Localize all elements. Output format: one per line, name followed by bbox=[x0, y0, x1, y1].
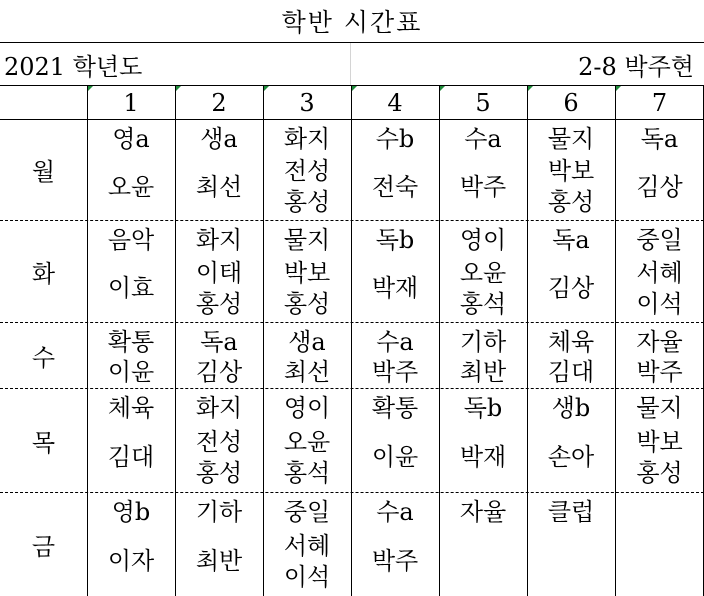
subject-cell: 화지 bbox=[283, 125, 331, 153]
subject-cell: 중일 bbox=[636, 226, 683, 254]
subject-cell: 기하 bbox=[459, 328, 507, 356]
teacher-name: 박재 bbox=[459, 443, 507, 471]
period-header: 1 bbox=[123, 88, 139, 117]
teacher-name: 박재 bbox=[371, 274, 419, 302]
teacher-cell bbox=[263, 357, 351, 388]
teacher-cell bbox=[615, 154, 704, 220]
teacher-cell bbox=[527, 255, 615, 322]
teacher-cell bbox=[351, 255, 439, 322]
subject-cell: 생a bbox=[288, 328, 326, 356]
day-divider bbox=[0, 220, 704, 221]
subject-cell: 자율 bbox=[636, 328, 683, 356]
teacher-name: 김대 bbox=[547, 358, 595, 386]
teacher-cell bbox=[175, 255, 263, 322]
teacher-cell bbox=[351, 357, 439, 388]
subject-cell: 화지 bbox=[195, 226, 243, 254]
teacher-cell bbox=[263, 255, 351, 322]
school-year: 2021 학년도 bbox=[4, 52, 143, 81]
teacher-cell bbox=[87, 357, 175, 388]
teacher-name: 박주 bbox=[371, 547, 419, 575]
subject-cell: 물지 bbox=[636, 394, 683, 422]
teacher-cell bbox=[439, 357, 527, 388]
column-divider bbox=[175, 86, 176, 596]
teacher-cell bbox=[527, 357, 615, 388]
teacher-name: 이자 bbox=[107, 547, 155, 575]
teacher-name: 전성 bbox=[195, 427, 243, 456]
teacher-name: 홍성 bbox=[195, 458, 243, 487]
teacher-name: 박주 bbox=[371, 358, 419, 386]
subject-cell: 중일 bbox=[283, 498, 331, 526]
teacher-name: 박보 bbox=[283, 258, 331, 287]
column-divider bbox=[527, 86, 528, 596]
teacher-name: 이윤 bbox=[107, 358, 155, 386]
teacher-name: 박보 bbox=[636, 427, 683, 456]
class-student: 2-8 박주현 bbox=[578, 52, 694, 81]
period-header: 2 bbox=[211, 88, 227, 117]
column-divider bbox=[87, 86, 88, 596]
teacher-name: 이석 bbox=[636, 289, 683, 318]
teacher-cell bbox=[615, 527, 704, 596]
teacher-name: 이태 bbox=[195, 258, 243, 287]
subject-cell: 생b bbox=[551, 394, 591, 422]
teacher-name: 김대 bbox=[107, 443, 155, 471]
day-label: 수 bbox=[31, 343, 56, 372]
teacher-name: 전성 bbox=[283, 157, 331, 185]
teacher-cell bbox=[527, 423, 615, 492]
teacher-name: 최반 bbox=[459, 358, 507, 386]
subject-cell: 독a bbox=[640, 125, 679, 153]
column-divider bbox=[263, 86, 264, 596]
teacher-cell bbox=[175, 423, 263, 492]
corner-cell bbox=[0, 86, 87, 119]
teacher-name: 이석 bbox=[283, 562, 331, 591]
teacher-cell bbox=[439, 255, 527, 322]
teacher-name: 홍성 bbox=[636, 458, 683, 487]
teacher-name: 홍석 bbox=[459, 289, 507, 318]
timetable-grid bbox=[0, 86, 704, 596]
teacher-name: 이효 bbox=[107, 274, 155, 302]
subject-cell: 영이 bbox=[459, 226, 507, 254]
teacher-cell bbox=[439, 527, 527, 596]
subject-cell: 독b bbox=[375, 226, 415, 254]
column-divider bbox=[615, 86, 616, 596]
column-divider bbox=[351, 86, 352, 596]
teacher-name: 홍성 bbox=[195, 289, 243, 318]
teacher-name: 홍석 bbox=[283, 458, 331, 487]
day-divider bbox=[0, 322, 704, 323]
class-info-row bbox=[0, 43, 704, 86]
teacher-cell bbox=[87, 527, 175, 596]
teacher-name: 손아 bbox=[547, 443, 595, 471]
teacher-name: 박보 bbox=[547, 157, 595, 185]
teacher-cell bbox=[175, 154, 263, 220]
teacher-cell bbox=[175, 357, 263, 388]
subject-cell bbox=[615, 492, 704, 527]
column-divider bbox=[439, 86, 440, 596]
teacher-name: 박주 bbox=[459, 172, 507, 201]
subject-cell: 영b bbox=[111, 498, 151, 526]
teacher-name: 홍성 bbox=[547, 188, 595, 216]
period-header: 4 bbox=[387, 88, 403, 117]
teacher-name: 서혜 bbox=[283, 531, 331, 560]
teacher-cell bbox=[87, 255, 175, 322]
teacher-cell bbox=[351, 527, 439, 596]
teacher-name: 홍성 bbox=[283, 289, 331, 318]
subject-cell: 체육 bbox=[547, 328, 595, 356]
subject-cell: 음악 bbox=[107, 226, 155, 254]
header-divider bbox=[0, 119, 704, 120]
subject-cell: 물지 bbox=[547, 125, 595, 153]
teacher-cell bbox=[263, 423, 351, 492]
subject-cell: 영이 bbox=[283, 394, 331, 422]
info-divider bbox=[350, 43, 351, 85]
subject-cell: 기하 bbox=[195, 498, 243, 526]
day-divider bbox=[0, 388, 704, 389]
teacher-cell bbox=[527, 527, 615, 596]
teacher-name: 서혜 bbox=[636, 258, 683, 287]
subject-cell: 클럽 bbox=[547, 498, 595, 526]
teacher-name: 오윤 bbox=[283, 427, 331, 456]
teacher-name: 최선 bbox=[195, 172, 243, 201]
teacher-name: 홍성 bbox=[283, 188, 331, 216]
subject-cell: 독a bbox=[200, 328, 238, 356]
teacher-name: 최반 bbox=[195, 547, 243, 575]
teacher-cell bbox=[351, 154, 439, 220]
day-label: 목 bbox=[31, 428, 56, 457]
teacher-name: 오윤 bbox=[459, 258, 507, 287]
period-header: 5 bbox=[475, 88, 491, 117]
teacher-cell bbox=[527, 154, 615, 220]
subject-cell: 확통 bbox=[107, 328, 155, 356]
subject-cell: 자율 bbox=[459, 498, 507, 526]
teacher-name: 오윤 bbox=[107, 172, 155, 201]
day-label: 금 bbox=[31, 532, 56, 561]
page-title: 학반 시간표 bbox=[0, 0, 704, 43]
subject-cell: 독a bbox=[552, 226, 590, 254]
period-header: 7 bbox=[651, 88, 668, 117]
teacher-name: 전숙 bbox=[371, 172, 419, 201]
subject-cell: 독b bbox=[463, 394, 503, 422]
subject-cell: 수a bbox=[464, 125, 502, 153]
teacher-cell bbox=[175, 527, 263, 596]
teacher-cell bbox=[87, 154, 175, 220]
teacher-name: 최선 bbox=[283, 358, 331, 386]
period-header: 3 bbox=[299, 88, 315, 117]
teacher-cell bbox=[263, 154, 351, 220]
subject-cell: 영a bbox=[112, 125, 150, 153]
teacher-name: 박주 bbox=[636, 358, 683, 386]
teacher-cell bbox=[615, 255, 704, 322]
subject-cell: 화지 bbox=[195, 394, 243, 422]
day-divider bbox=[0, 492, 704, 493]
teacher-cell bbox=[615, 357, 704, 388]
teacher-name: 김상 bbox=[195, 358, 243, 386]
teacher-cell bbox=[87, 423, 175, 492]
subject-cell: 확통 bbox=[371, 394, 419, 422]
period-header: 6 bbox=[563, 88, 579, 117]
teacher-name: 김상 bbox=[547, 274, 595, 302]
teacher-cell bbox=[263, 527, 351, 596]
subject-cell: 수b bbox=[375, 125, 415, 153]
teacher-name: 김상 bbox=[636, 172, 683, 201]
subject-cell: 수a bbox=[376, 498, 414, 526]
teacher-cell bbox=[439, 423, 527, 492]
teacher-cell bbox=[439, 154, 527, 220]
subject-cell: 수a bbox=[376, 328, 414, 356]
day-label: 화 bbox=[31, 259, 56, 288]
teacher-cell bbox=[351, 423, 439, 492]
subject-cell: 체육 bbox=[107, 394, 155, 422]
day-label: 월 bbox=[31, 158, 56, 186]
subject-cell: 물지 bbox=[283, 226, 331, 254]
teacher-name: 이윤 bbox=[371, 443, 419, 471]
subject-cell: 생a bbox=[200, 125, 238, 153]
teacher-cell bbox=[615, 423, 704, 492]
